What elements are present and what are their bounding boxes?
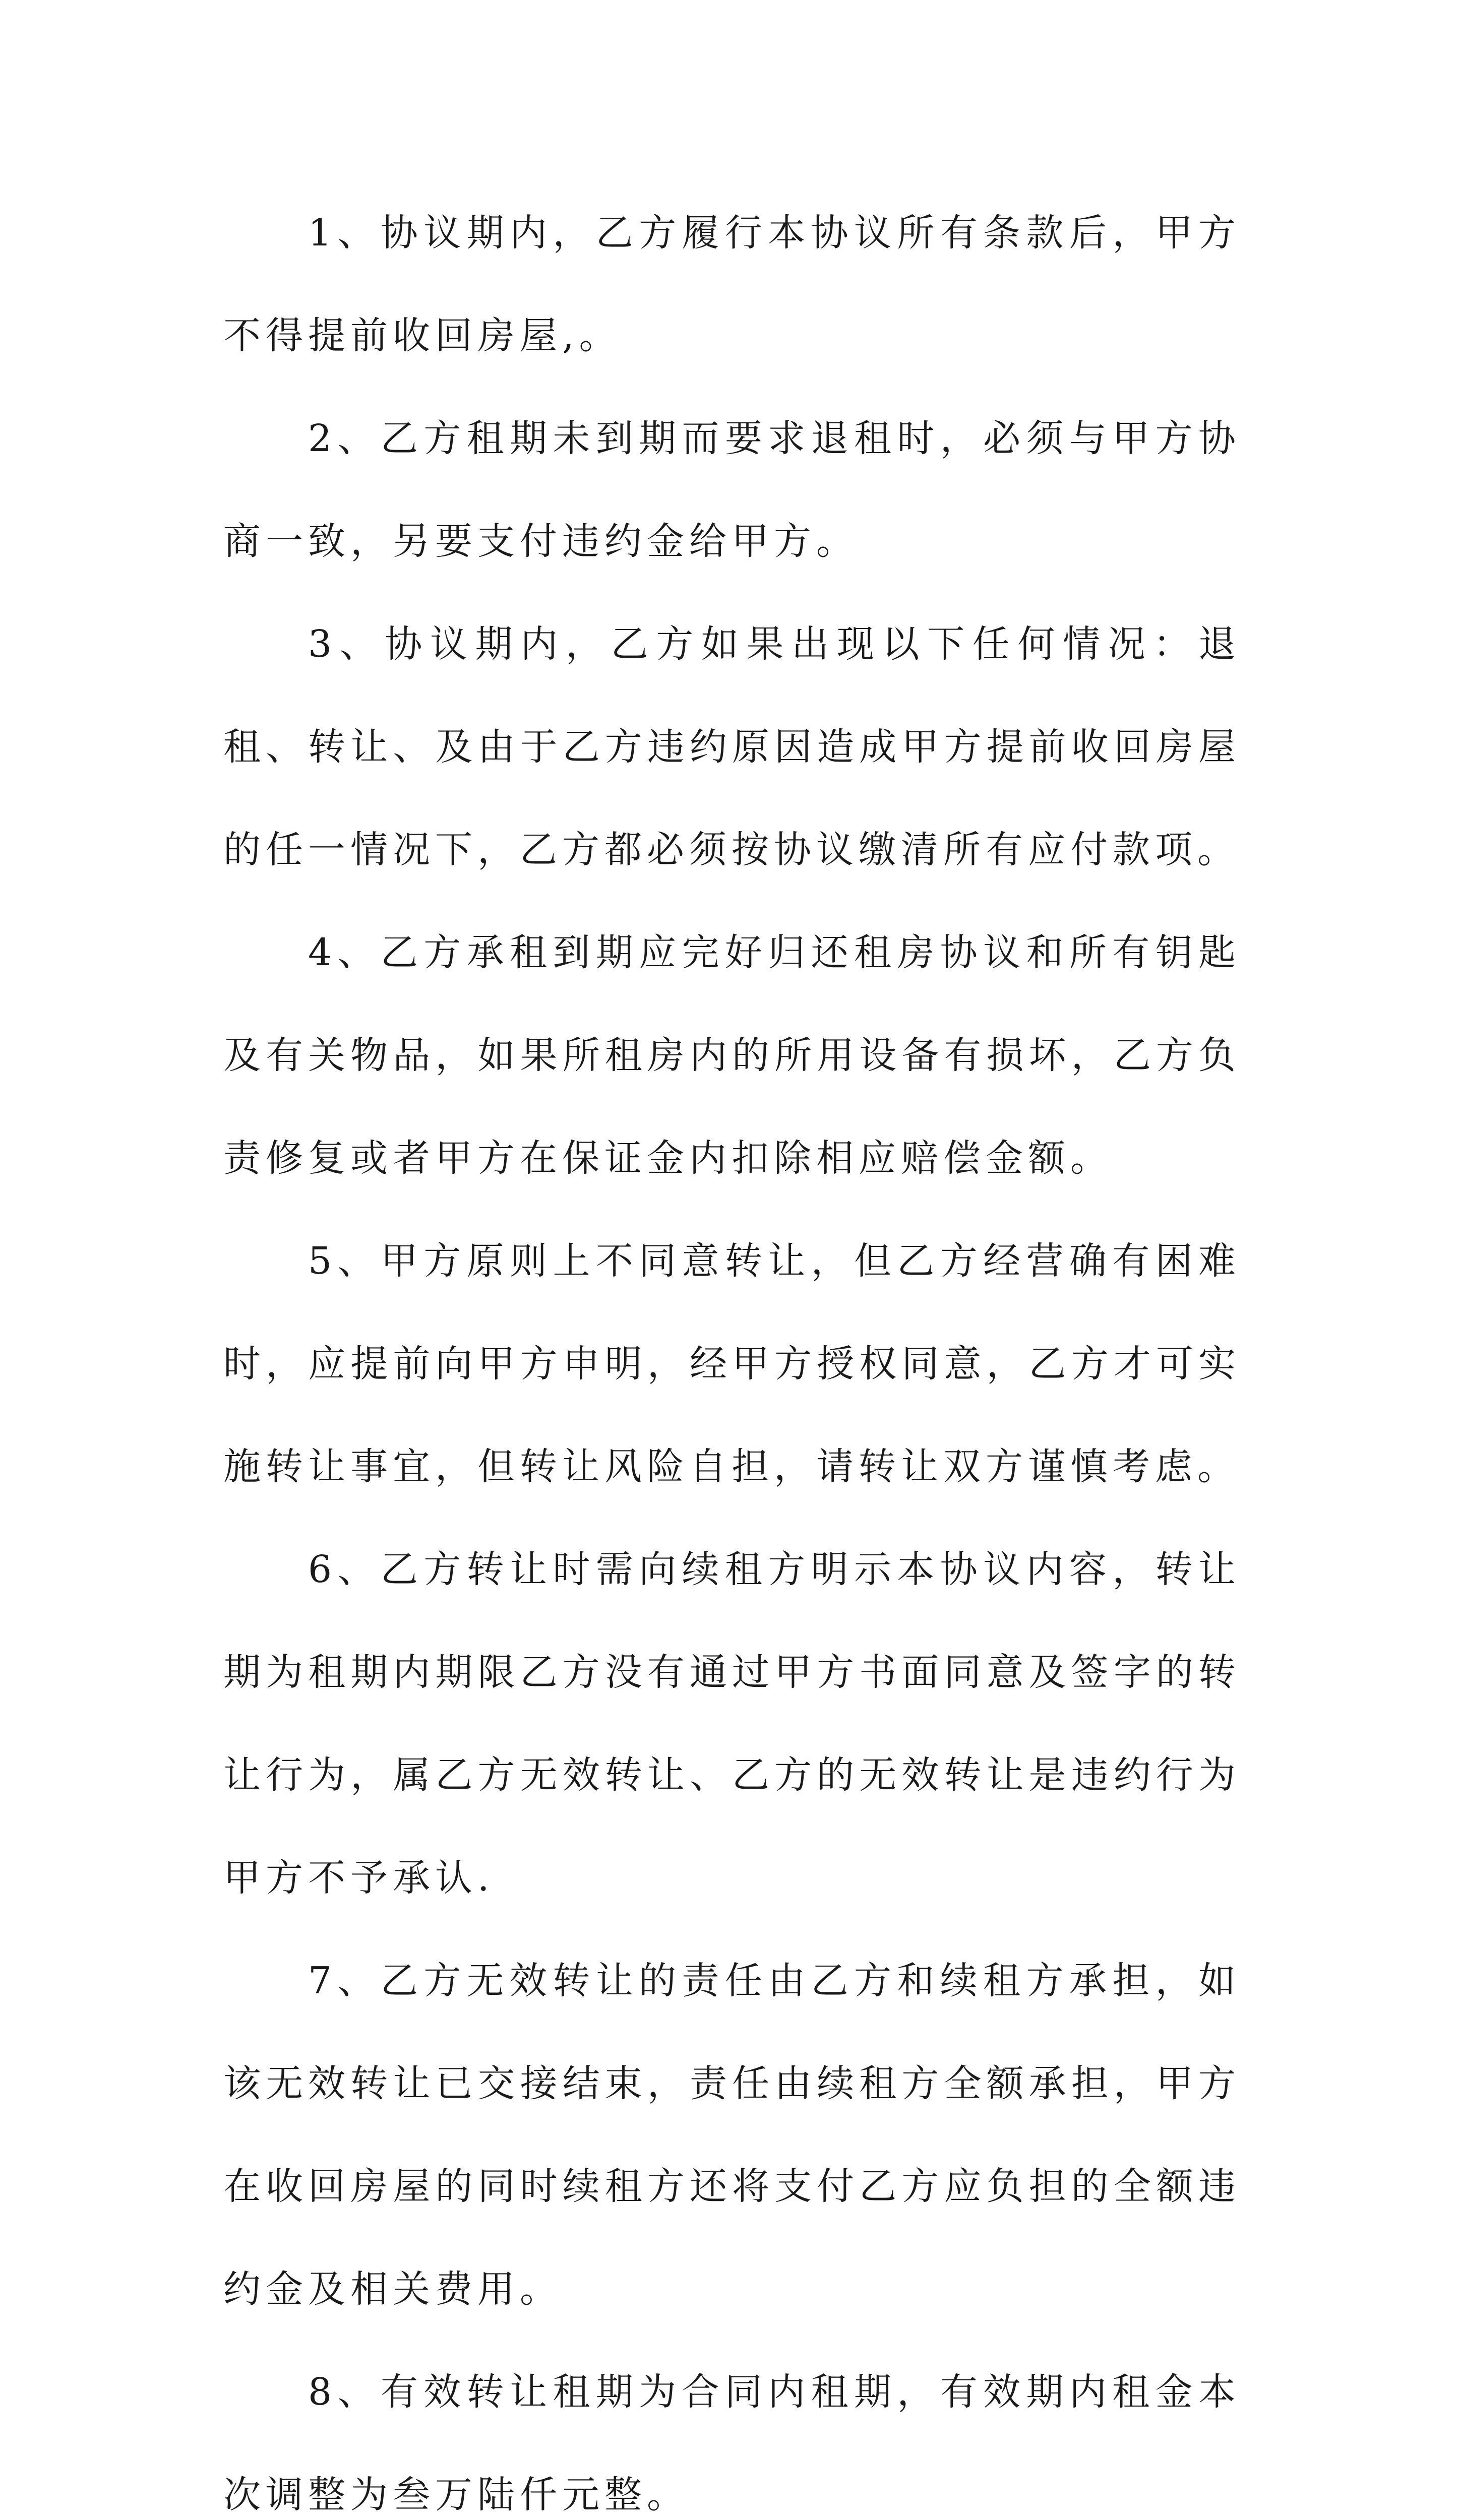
clause-5: 5、甲方原则上不同意转让，但乙方经营确有困难时，应提前向甲方申明，经甲方授权同意，乙方才可实施转让事宜，但转让风险自担，请转让双方谨慎考虑。 xyxy=(223,1239,1241,1488)
clause-3: 3、协议期内，乙方如果出现以下任何情况：退租、转让、及由于乙方违约原因造成甲方提前收回房屋的任一情况下，乙方都必须按协议缴清所有应付款项。 xyxy=(223,622,1241,871)
clause-8: 8、有效转让租期为合同内租期，有效期内租金本次调整为叁万陆仟元整。 xyxy=(223,2370,1241,2516)
clause-1: 1、协议期内，乙方履行本协议所有条款后，甲方不得提前收回房屋,。 xyxy=(223,211,1241,357)
clause-6: 6、乙方转让时需向续租方明示本协议内容，转让期为租期内期限乙方没有通过甲方书面同意及签字的转让行为，属乙方无效转让、乙方的无效转让是违约行为甲方不予承认. xyxy=(223,1548,1241,1900)
clause-7: 7、乙方无效转让的责任由乙方和续租方承担，如该无效转让已交接结束，责任由续租方全额承担，甲方在收回房屋的同时续租方还将支付乙方应负担的全额违约金及相关费用。 xyxy=(223,1959,1241,2311)
clause-2: 2、乙方租期未到期而要求退租时，必须与甲方协商一致，另要支付违约金给甲方。 xyxy=(223,417,1241,563)
clause-4: 4、乙方承租到期应完好归还租房协议和所有钥匙及有关物品，如果所租房内的所用设备有损坏，乙方负责修复或者甲方在保证金内扣除相应赔偿金额。 xyxy=(223,931,1241,1180)
document-body xyxy=(223,181,1241,2520)
